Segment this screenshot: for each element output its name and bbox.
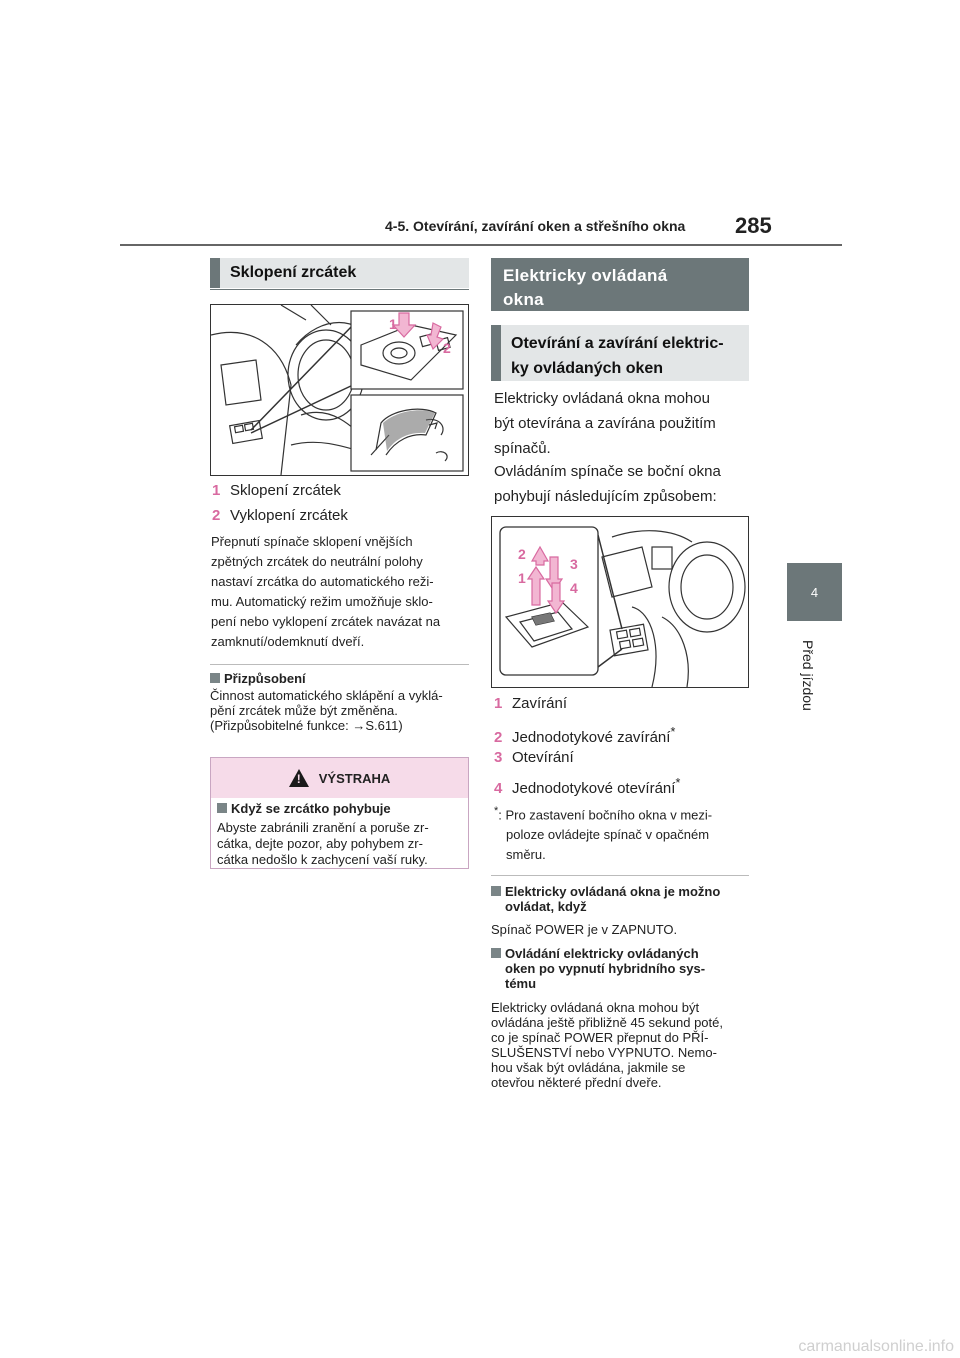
- intro-paragraph: [494, 386, 754, 461]
- paragraph-line: mu. Automatický režim umožňuje sklo-: [211, 594, 433, 609]
- page-number: 285: [735, 213, 772, 238]
- mirror-switch-figure: [210, 304, 469, 476]
- window-switch-figure: [491, 516, 749, 688]
- list-item-number: 1: [494, 695, 503, 712]
- section-divider: [491, 875, 749, 876]
- figure-callout-2: 2: [518, 546, 526, 562]
- mirror-mode-paragraph: [211, 532, 473, 652]
- chapter-label: Před jízdou: [800, 640, 816, 711]
- note-text: [491, 1000, 753, 1090]
- window-switch-illustration: [492, 517, 748, 687]
- text-line: poloze ovládejte spínač v opačném: [506, 827, 710, 843]
- section-heading-mirror-folding: Sklopení zrcátek: [210, 258, 469, 288]
- paragraph-line: pohybují následujícím způsobem:: [494, 488, 717, 505]
- figure-callout-1: 1: [389, 316, 397, 332]
- list-item-label: Jednodotykové otevírání: [512, 780, 676, 797]
- section-divider: [210, 664, 469, 665]
- heading-line: okna: [503, 290, 544, 309]
- heading-line: ky ovládaných oken: [511, 360, 664, 377]
- text-line: : Pro zastavení bočního okna v mezi-: [498, 807, 713, 823]
- footnote: [494, 801, 756, 865]
- footnote-star: *: [675, 776, 681, 790]
- text-line: ovládána ještě přibližně 45 sekund poté,: [491, 1015, 723, 1030]
- square-bullet-icon: [217, 803, 227, 813]
- text-line: Činnost automatického sklápění a vyklá-: [210, 688, 443, 703]
- text-line: otevřou některé přední dveře.: [491, 1075, 662, 1090]
- chapter-tab: [787, 563, 842, 621]
- figure-callout-3: 3: [570, 556, 578, 572]
- text-line: tému: [505, 976, 537, 991]
- text-line: oken po vypnutí hybridního sys-: [505, 961, 706, 976]
- figure-callout-4: 4: [570, 580, 578, 596]
- running-header-title: 4-5. Otevírání, zavírání oken a střešního okna: [385, 218, 686, 234]
- paragraph-line: zpětných zrcátek do neutrální polohy: [211, 554, 423, 569]
- text-line: cátka, dejte pozor, aby pohybem zr-: [217, 836, 423, 851]
- list-item: [494, 725, 675, 746]
- list-item-label: Otevírání: [512, 749, 574, 766]
- text-line: směru.: [506, 847, 546, 863]
- list-item: [212, 482, 341, 499]
- heading-line: Elektricky ovládaná: [503, 266, 668, 285]
- warning-subtitle: [211, 798, 468, 818]
- text-line: Elektricky ovládaná okna je možno: [505, 884, 721, 899]
- paragraph-line: Přepnutí spínače sklopení vnějších: [211, 534, 413, 549]
- list-item-label: Sklopení zrcátek: [230, 482, 341, 499]
- square-bullet-icon: [491, 948, 501, 958]
- list-item: [494, 749, 574, 766]
- text-line: Abyste zabránili zranění a poruše zr-: [217, 820, 429, 835]
- mirror-switch-illustration: [211, 305, 468, 475]
- text-line: cátka nedošlo k zachycení vaší ruky.: [217, 852, 428, 867]
- watermark: carmanualsonline.info: [798, 1338, 954, 1355]
- text-line: Ovládání elektricky ovládaných: [505, 946, 699, 961]
- intro-paragraph-2: [494, 459, 754, 509]
- heading-underline: [210, 289, 469, 290]
- heading-line: Otevírání a zavírání elektric-: [511, 335, 724, 352]
- list-item-number: 3: [494, 749, 503, 766]
- note-title: [491, 946, 753, 991]
- list-item-label: Zavírání: [512, 695, 568, 712]
- customization-title: [210, 671, 306, 686]
- warning-header: [211, 758, 468, 798]
- list-item-number: 1: [212, 482, 221, 499]
- warning-triangle-icon: !: [289, 769, 309, 787]
- list-item-number: 4: [494, 780, 503, 797]
- chapter-tab-number: 4: [810, 584, 819, 600]
- note-text: Spínač POWER je v ZAPNUTO.: [491, 922, 678, 937]
- warning-box: [210, 757, 469, 869]
- footnote-mark: *: [494, 805, 499, 817]
- paragraph-line: pení nebo vyklopení zrcátek navázat na: [211, 614, 441, 629]
- warning-subtitle-text: Když se zrcátko pohybuje: [231, 801, 391, 816]
- list-item: [494, 776, 680, 797]
- section-heading-power-windows: [491, 258, 749, 311]
- list-item-number: 2: [494, 729, 503, 746]
- figure-callout-1: 1: [518, 570, 526, 586]
- square-bullet-icon: [210, 673, 220, 683]
- paragraph-line: zamknutí/odemknutí dveří.: [211, 634, 365, 649]
- note-title: [491, 884, 753, 914]
- list-item-number: 2: [212, 507, 221, 524]
- footnote-star: *: [670, 725, 676, 739]
- text-line: SLUŠENSTVÍ nebo VYPNUTO. Nemo-: [491, 1045, 717, 1060]
- warning-text: [211, 818, 468, 870]
- figure-callout-2: 2: [443, 340, 451, 356]
- warning-title: VÝSTRAHA: [318, 770, 391, 786]
- subsection-heading-open-close: [491, 325, 749, 381]
- text-line: hou však být ovládána, jakmile se: [491, 1060, 686, 1075]
- text-line: Elektricky ovládaná okna mohou být: [491, 1000, 700, 1015]
- text-line: pění zrcátek může být změněna.: [210, 703, 398, 718]
- customization-text: [210, 688, 472, 733]
- text-line: (Přizpůsobitelné funkce: →S.611): [210, 718, 403, 733]
- list-item-label: Jednodotykové zavírání: [512, 729, 671, 746]
- list-item: [212, 507, 348, 524]
- header-rule: [120, 244, 842, 246]
- paragraph-line: spínačů.: [494, 440, 551, 457]
- paragraph-line: být otevírána a zavírána použitím: [494, 415, 716, 432]
- paragraph-line: Elektricky ovládaná okna mohou: [494, 390, 710, 407]
- text-line: co je spínač POWER přepnut do PŘÍ-: [491, 1030, 709, 1045]
- customization-title-text: Přizpůsobení: [224, 671, 306, 686]
- paragraph-line: nastaví zrcátka do automatického reži-: [211, 574, 434, 589]
- list-item-label: Vyklopení zrcátek: [230, 507, 348, 524]
- paragraph-line: Ovládáním spínače se boční okna: [494, 463, 721, 480]
- square-bullet-icon: [491, 886, 501, 896]
- text-line: ovládat, když: [505, 899, 587, 914]
- list-item: [494, 695, 567, 712]
